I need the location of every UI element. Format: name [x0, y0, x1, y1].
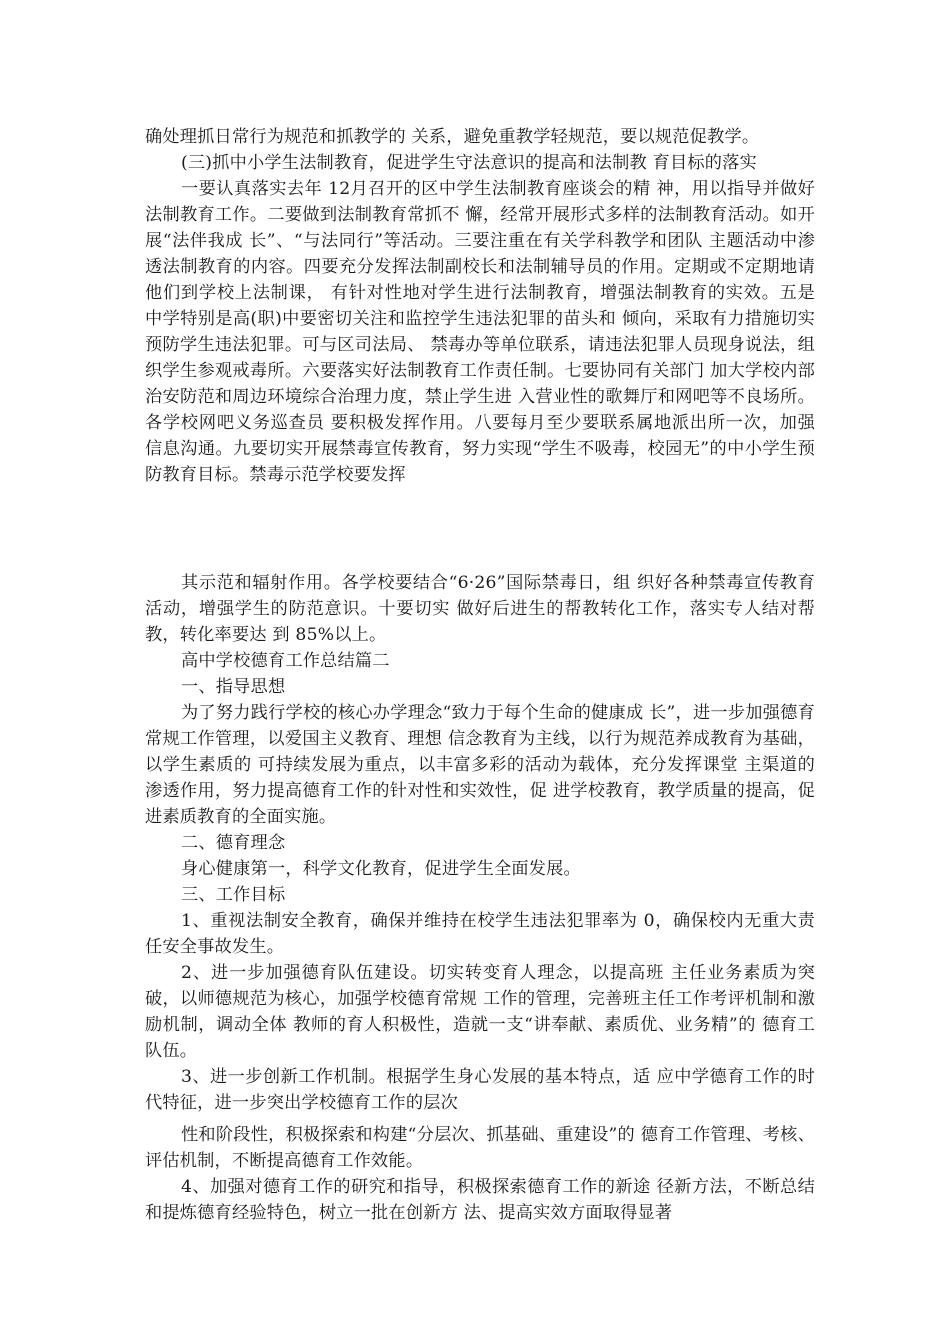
paragraph: 性和阶段性，积极探索和构建“分层次、抓基础、重建设”的 德育工作管理、考核、评估机制，不断提高德育工作效能。: [145, 1125, 815, 1171]
text-block-bottom: [145, 1122, 815, 1226]
paragraph: 其示范和辐射作用。各学校要结合“6·26”国际禁毒日，组 织好各种禁毒宣传教育活动，增强学生的防范意识。十要切实 做好后进生的帮教转化工作，落实专人结对帮教，转化率要达 到 85%以上。: [145, 573, 815, 645]
text-block-top: [145, 124, 815, 488]
list-item: 2、进一步加强德育队伍建设。切实转变育人理念，以提高班 主任业务素质为突破，以师德规范为核心，加强学校德育常规 工作的管理，完善班主任工作考评机制和激励机制，调动全体 教师的育人积极性，造就一支“讲奉献、素质优、业务精”的 德育工队伍。: [145, 963, 815, 1061]
section-heading: 三、工作目标: [181, 885, 286, 905]
text-block-middle: [145, 570, 815, 1116]
list-item: 3、进一步创新工作机制。根据学生身心发展的基本特点，适 应中学德育工作的时代特征，进一步突出学校德育工作的层次: [145, 1067, 815, 1113]
paragraph: 确处理抓日常行为规范和抓教学的 关系，避免重教学轻规范，要以规范促教学。: [145, 127, 760, 147]
list-item: 4、加强对德育工作的研究和指导，积极探索德育工作的新途 径新方法，不断总结和提炼德育经验特色，树立一批在创新方 法、提高实效方面取得显著: [145, 1177, 815, 1223]
section-heading: 一、指导思想: [181, 677, 286, 697]
paragraph-heading: (三)抓中小学生法制教育，促进学生守法意识的提高和法制教 育目标的落实: [181, 153, 757, 173]
article-title: 高中学校德育工作总结篇二: [181, 651, 390, 671]
paragraph: 为了努力践行学校的核心办学理念“致力于每个生命的健康成 长”，进一步加强德育常规工作管理，以爱国主义教育、理想 信念教育为主线，以行为规范养成教育为基础，以学生素质的 可持续发展为重点，以丰富多彩的活动为载体，充分发挥课堂 主渠道的渗透作用，努力提高德育工作的针对性和实效性，促 进学校教育，教学质量的提高，促进素质教育的全面实施。: [145, 703, 815, 827]
list-item: 1、重视法制安全教育，确保并维持在校学生违法犯罪率为 0，确保校内无重大责任安全事故发生。: [145, 911, 815, 957]
paragraph: 一要认真落实去年 12月召开的区中学生法制教育座谈会的精 神，用以指导并做好法制教育工作。二要做到法制教育常抓不 懈，经常开展形式多样的法制教育活动。如开展“法伴我成 长”、“与法同行”等活动。三要注重在有关学科教学和团队 主题活动中渗透法制教育的内容。四要充分发挥法制副校长和法制辅导员的作用。定期或不定期地请他们到学校上法制课， 有针对性地对学生进行法制教育，增强法制教育的实效。五是 中学特别是高(职)中要密切关注和监控学生违法犯罪的苗头和 倾向，采取有力措施切实预防学生违法犯罪。可与区司法局、 禁毒办等单位联系，请违法犯罪人员现身说法，组织学生参观戒毒所。六要落实好法制教育工作责任制。七要协同有关部门 加大学校内部治安防范和周边环境综合治理力度，禁止学生进 入营业性的歌舞厅和网吧等不良场所。各学校网吧义务巡查员 要积极发挥作用。八要每月至少要联系属地派出所一次，加强 信息沟通。九要切实开展禁毒宣传教育，努力实现“学生不吸毒，校园无”的中小学生预防教育目标。禁毒示范学校要发挥: [145, 179, 815, 485]
section-heading: 二、德育理念: [181, 833, 286, 853]
paragraph: 身心健康第一，科学文化教育，促进学生全面发展。: [181, 859, 581, 879]
